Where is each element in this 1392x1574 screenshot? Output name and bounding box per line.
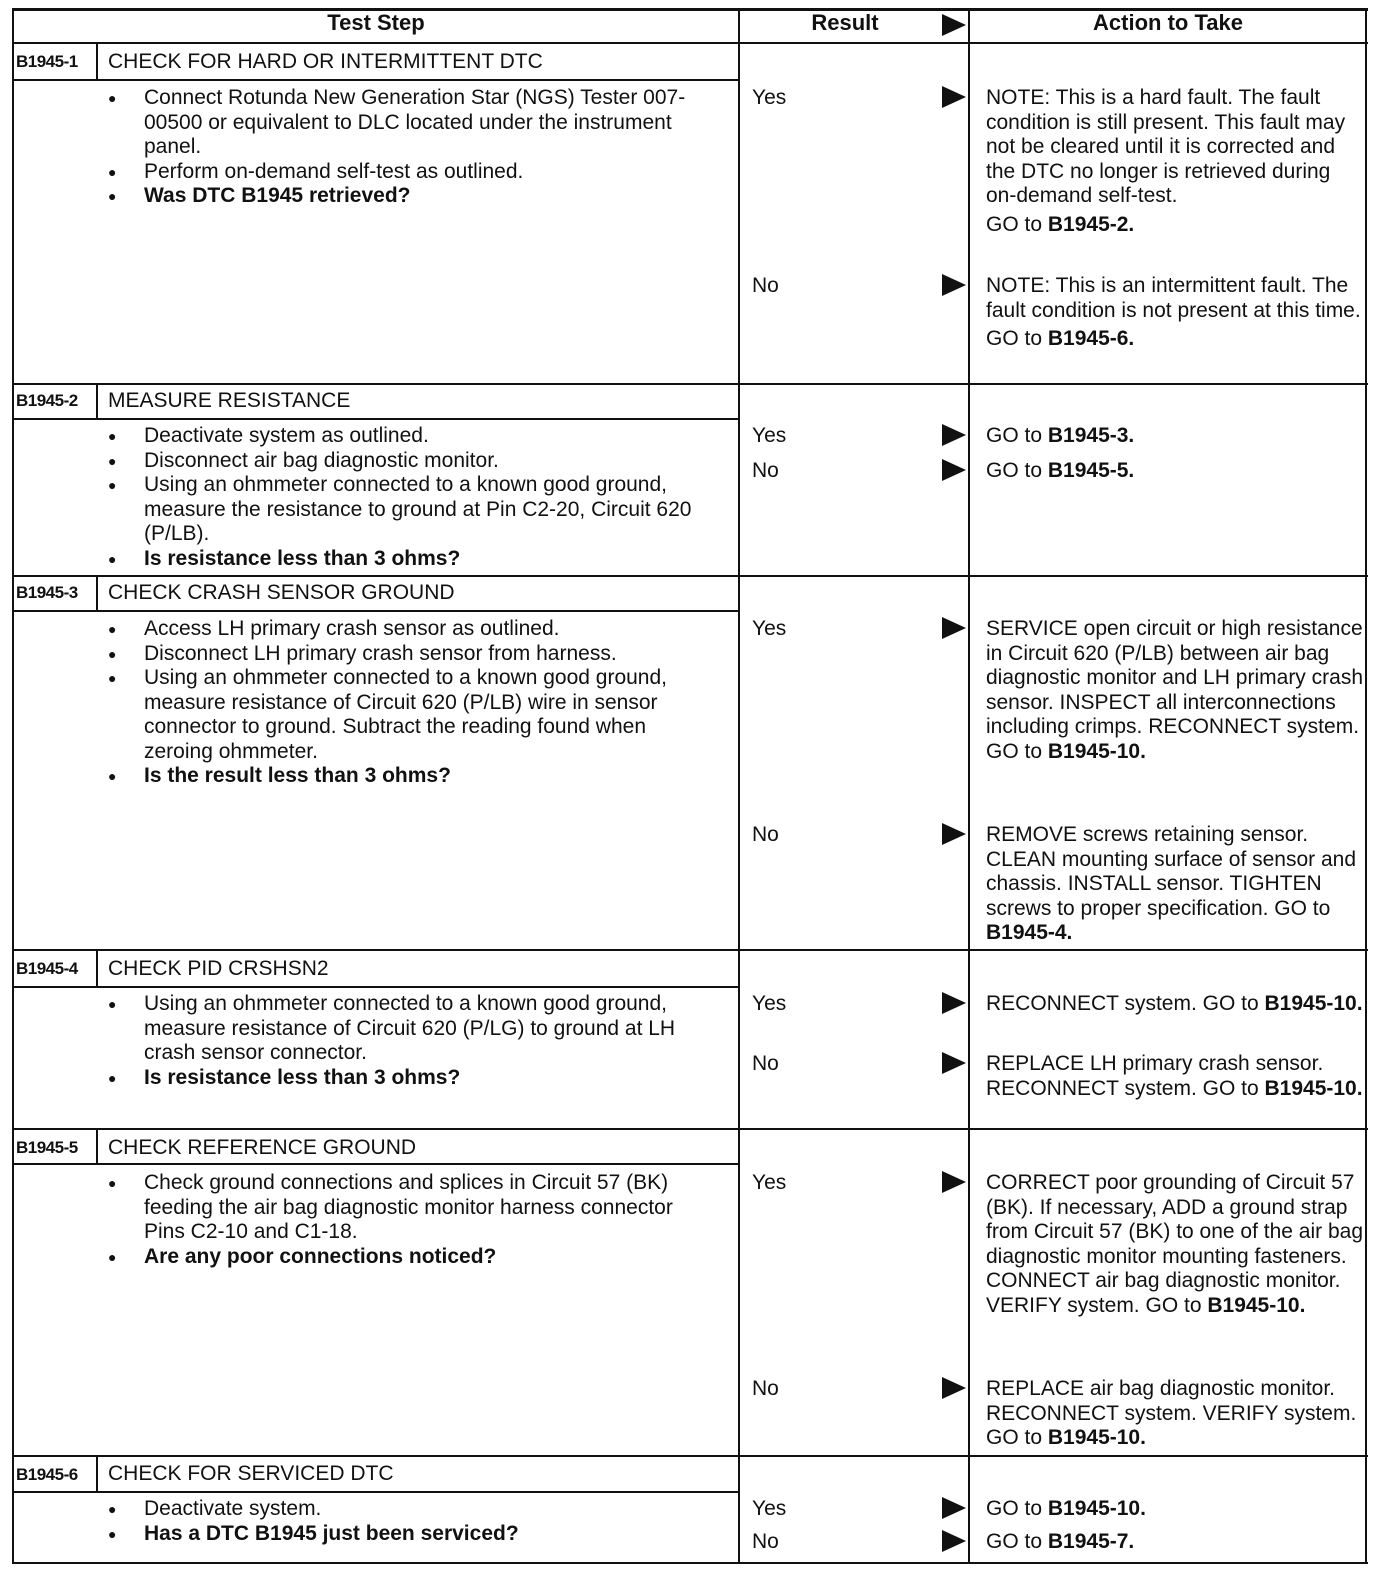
header-action: Action to Take bbox=[1093, 10, 1243, 35]
step-id: B1945-1 bbox=[16, 52, 78, 71]
goto-target: B1945-6. bbox=[1047, 327, 1135, 350]
step-question: ● Is resistance less than 3 ohms? bbox=[108, 1066, 704, 1091]
step-id-divider bbox=[96, 577, 98, 611]
action-note: NOTE: This is an intermittent fault. The fault condition is not present at this time. bbox=[986, 274, 1361, 322]
result-arrow-icon bbox=[942, 1171, 966, 1193]
goto-target: B1945-10. bbox=[1047, 1426, 1146, 1449]
action-note: REPLACE LH primary crash sensor. RECONNECT system. GO to B1945-10. bbox=[986, 1052, 1363, 1100]
step-id-divider bbox=[96, 1130, 98, 1164]
step-title-underline bbox=[12, 418, 739, 420]
row-separator bbox=[12, 383, 1368, 385]
result-arrow-icon bbox=[942, 617, 966, 639]
step-title-underline bbox=[12, 610, 739, 612]
result-label: Yes bbox=[752, 424, 787, 447]
step-title: CHECK FOR HARD OR INTERMITTENT DTC bbox=[108, 50, 543, 73]
result-label: No bbox=[752, 1052, 779, 1075]
row-separator bbox=[12, 1128, 1368, 1130]
step-title: MEASURE RESISTANCE bbox=[108, 389, 351, 412]
result-arrow-icon bbox=[942, 86, 966, 108]
step-bullet: ● Disconnect LH primary crash sensor from harness. bbox=[108, 642, 704, 667]
action-goto: GO to B1945-6. bbox=[986, 327, 1135, 350]
step-id: B1945-6 bbox=[16, 1465, 78, 1484]
action-goto: GO to B1945-5. bbox=[986, 459, 1135, 482]
result-arrow-icon bbox=[942, 1052, 966, 1074]
step-bullets bbox=[108, 86, 704, 209]
action-text bbox=[986, 617, 1366, 764]
action-text bbox=[986, 1171, 1366, 1318]
step-bullets bbox=[108, 424, 704, 571]
result-label: No bbox=[752, 459, 779, 482]
step-question: ● Are any poor connections noticed? bbox=[108, 1245, 704, 1270]
header-result: Result bbox=[811, 10, 879, 35]
column-divider-result bbox=[738, 8, 740, 1564]
action-text bbox=[986, 86, 1366, 237]
step-bullets bbox=[108, 1171, 704, 1269]
step-bullet: ● Perform on-demand self-test as outlined. bbox=[108, 160, 704, 185]
step-bullets bbox=[108, 992, 704, 1090]
column-divider-action bbox=[968, 8, 970, 1564]
step-title-underline bbox=[12, 1491, 739, 1493]
action-text bbox=[986, 1052, 1366, 1101]
action-note: NOTE: This is a hard fault. The fault condition is still present. This fault may not be cleared until it is corrected and the DTC no longer is retrieved during on-demand self-test. bbox=[986, 86, 1346, 207]
action-text bbox=[986, 992, 1366, 1017]
step-bullet: ● Using an ohmmeter connected to a known good ground, measure resistance of Circuit 620 (P/LG) to ground at LH crash sensor connector. bbox=[108, 992, 704, 1066]
result-label: No bbox=[752, 1377, 779, 1400]
step-id: B1945-2 bbox=[16, 391, 78, 410]
step-title: CHECK REFERENCE GROUND bbox=[108, 1136, 417, 1159]
action-note: REMOVE screws retaining sensor. CLEAN mounting surface of sensor and chassis. INSTALL sensor. TIGHTEN screws to proper specification. GO to B1945-4. bbox=[986, 823, 1357, 944]
step-bullet: ● Deactivate system as outlined. bbox=[108, 424, 704, 449]
step-bullet: ● Connect Rotunda New Generation Star (NGS) Tester 007-00500 or equivalent to DLC located under the instrument panel. bbox=[108, 86, 704, 160]
step-title-underline bbox=[12, 1163, 739, 1165]
step-question: ● Is resistance less than 3 ohms? bbox=[108, 547, 704, 572]
action-note: RECONNECT system. GO to B1945-10. bbox=[986, 992, 1363, 1015]
action-goto: GO to B1945-10. bbox=[986, 1497, 1146, 1520]
result-label: Yes bbox=[752, 1171, 787, 1194]
step-title: CHECK CRASH SENSOR GROUND bbox=[108, 581, 455, 604]
step-id: B1945-3 bbox=[16, 583, 78, 602]
step-id: B1945-4 bbox=[16, 959, 78, 978]
result-label: No bbox=[752, 1530, 779, 1553]
goto-target: B1945-7. bbox=[1047, 1530, 1135, 1553]
result-arrow-icon bbox=[942, 424, 966, 446]
step-bullet: ● Check ground connections and splices in Circuit 57 (BK) feeding the air bag diagnostic monitor harness connector Pins C2-10 and C1-18. bbox=[108, 1171, 704, 1245]
step-bullet: ● Access LH primary crash sensor as outlined. bbox=[108, 617, 704, 642]
action-text bbox=[986, 459, 1366, 484]
result-arrow-icon bbox=[942, 1530, 966, 1552]
step-bullet: ● Deactivate system. bbox=[108, 1497, 519, 1522]
step-bullets bbox=[108, 617, 704, 789]
step-bullet: ● Using an ohmmeter connected to a known good ground, measure resistance of Circuit 620 (P/LB) wire in sensor connector to ground. Subtract the reading found when zeroing ohmmeter. bbox=[108, 666, 704, 764]
row-separator bbox=[12, 1455, 1368, 1457]
result-label: No bbox=[752, 823, 779, 846]
action-text bbox=[986, 1377, 1366, 1451]
result-arrow-icon bbox=[942, 1377, 966, 1399]
action-goto: GO to B1945-3. bbox=[986, 424, 1135, 447]
row-separator bbox=[12, 575, 1368, 577]
step-id-divider bbox=[96, 951, 98, 987]
action-text bbox=[986, 274, 1366, 352]
result-arrow-icon bbox=[942, 823, 966, 845]
result-label: Yes bbox=[752, 1497, 787, 1520]
goto-target: B1945-10. bbox=[1047, 739, 1146, 763]
goto-target: B1945-2. bbox=[1047, 212, 1135, 236]
table-right-border bbox=[1365, 8, 1367, 1564]
step-title: CHECK FOR SERVICED DTC bbox=[108, 1462, 394, 1485]
goto-target: B1945-10. bbox=[1207, 1293, 1306, 1317]
row-separator bbox=[12, 949, 1368, 951]
result-arrow-icon bbox=[942, 992, 966, 1014]
action-text bbox=[986, 823, 1366, 946]
goto-target: B1945-5. bbox=[1047, 459, 1135, 482]
step-bullet: ● Using an ohmmeter connected to a known good ground, measure the resistance to ground at Pin C2-20, Circuit 620 (P/LB). bbox=[108, 473, 704, 547]
step-question: ● Has a DTC B1945 just been serviced? bbox=[108, 1522, 519, 1547]
action-goto: GO to B1945-7. bbox=[986, 1530, 1135, 1553]
header-arrow-icon bbox=[942, 14, 966, 36]
result-label: Yes bbox=[752, 992, 787, 1015]
table-left-border bbox=[12, 8, 14, 1564]
table-bottom-border bbox=[12, 1562, 1368, 1564]
header-test-step: Test Step bbox=[327, 10, 425, 35]
action-note: REPLACE air bag diagnostic monitor. RECONNECT system. VERIFY system. GO to B1945-10. bbox=[986, 1377, 1357, 1449]
action-text bbox=[986, 424, 1366, 449]
step-title-underline bbox=[12, 79, 739, 81]
action-goto: GO to B1945-2. bbox=[986, 212, 1135, 236]
step-bullet: ● Disconnect air bag diagnostic monitor. bbox=[108, 449, 704, 474]
step-id-divider bbox=[96, 44, 98, 80]
result-arrow-icon bbox=[942, 1497, 966, 1519]
goto-target: B1945-4. bbox=[986, 921, 1073, 944]
step-question: ● Was DTC B1945 retrieved? bbox=[108, 184, 704, 209]
result-label: Yes bbox=[752, 86, 787, 109]
step-title-underline bbox=[12, 986, 739, 988]
result-label: Yes bbox=[752, 617, 787, 640]
result-label: No bbox=[752, 274, 779, 297]
action-text bbox=[986, 1497, 1366, 1522]
step-id: B1945-5 bbox=[16, 1138, 78, 1157]
goto-target: B1945-10. bbox=[1047, 1497, 1146, 1520]
step-id-divider bbox=[96, 385, 98, 419]
goto-target: B1945-10. bbox=[1264, 1076, 1363, 1100]
result-arrow-icon bbox=[942, 459, 966, 481]
step-title: CHECK PID CRSHSN2 bbox=[108, 957, 329, 980]
result-arrow-icon bbox=[942, 274, 966, 296]
step-bullets bbox=[108, 1497, 519, 1546]
action-note: CORRECT poor grounding of Circuit 57 (BK). If necessary, ADD a ground strap from Circuit 57 (BK) to one of the air bag diagnostic monitor mounting fasteners. CONNECT air bag diagnostic monitor. VERIFY system. GO to B1945-10. bbox=[986, 1171, 1364, 1317]
action-text bbox=[986, 1530, 1366, 1555]
goto-target: B1945-10. bbox=[1264, 992, 1363, 1015]
step-id-divider bbox=[96, 1457, 98, 1492]
step-question: ● Is the result less than 3 ohms? bbox=[108, 764, 704, 789]
goto-target: B1945-3. bbox=[1047, 424, 1135, 447]
action-note: SERVICE open circuit or high resistance in Circuit 620 (P/LB) between air bag diagnostic monitor and LH primary crash sensor. INSPECT all interconnections including crimps. RECONNECT system. GO to B1945-10. bbox=[986, 617, 1363, 763]
table-header-divider bbox=[12, 42, 1368, 44]
